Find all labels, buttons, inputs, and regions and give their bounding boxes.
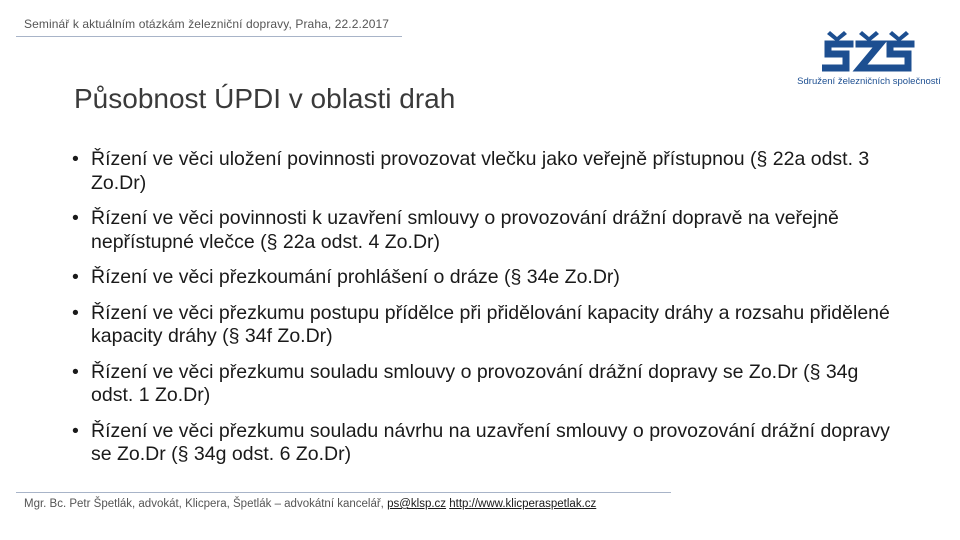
bullet-item: [72, 148, 892, 195]
bullet-text: Řízení ve věci uložení povinnosti provozovat vlečku jako veřejně přístupnou (§ 22a odst. 3 Zo.Dr): [91, 148, 870, 194]
footer: [24, 498, 596, 510]
bullet-dot-icon: •: [72, 266, 79, 288]
szs-logo-icon: [822, 30, 916, 74]
seminar-header: Seminář k aktuálním otázkám železniční dopravy, Praha, 22.2.2017: [24, 17, 390, 31]
bullet-item: [72, 361, 892, 408]
bullet-dot-icon: •: [72, 419, 79, 442]
bullet-dot-icon: •: [72, 360, 79, 383]
bullet-dot-icon: •: [72, 148, 79, 170]
bullet-item: [72, 266, 892, 290]
slide-title: Působnost ÚPDI v oblasti drah: [74, 82, 456, 114]
bullet-list: [72, 148, 892, 467]
footer-divider: [16, 492, 671, 493]
bullet-text: Řízení ve věci přezkumu postupu přídělce při přidělování kapacity dráhy a rozsahu přidělené kapacity dráhy (§ 34f Zo.Dr): [91, 301, 890, 347]
bullet-text: Řízení ve věci přezkumu souladu smlouvy o provozování drážní dopravy se Zo.Dr (§ 34g odst. 1 Zo.Dr): [91, 360, 859, 406]
footer-email-link[interactable]: ps@klsp.cz: [387, 498, 447, 510]
bullet-dot-icon: •: [72, 207, 79, 229]
bullet-dot-icon: •: [72, 301, 79, 324]
footer-author: Mgr. Bc. Petr Špetlák, advokát, Klicpera, Špetlák – advokátní kancelář,: [24, 498, 384, 510]
bullet-text: Řízení ve věci přezkumu souladu návrhu na uzavření smlouvy o provozování drážní dopravy se Zo.Dr (§ 34g odst. 6 Zo.Dr): [91, 419, 890, 465]
bullet-text: Řízení ve věci přezkoumání prohlášení o dráze (§ 34e Zo.Dr): [91, 266, 620, 288]
header-divider: [16, 36, 402, 37]
bullet-text: Řízení ve věci povinnosti k uzavření smlouvy o provozování drážní dopravě na veřejně nepřístupné vlečce (§ 22a odst. 4 Zo.Dr): [91, 207, 839, 253]
footer-website-link[interactable]: http://www.klicperaspetlak.cz: [449, 498, 597, 510]
bullet-item: [72, 207, 892, 254]
bullet-item: [72, 302, 892, 349]
szs-logo: [788, 28, 950, 92]
logo-caption: Sdružení železničních společností: [797, 76, 941, 87]
bullet-item: [72, 420, 892, 467]
